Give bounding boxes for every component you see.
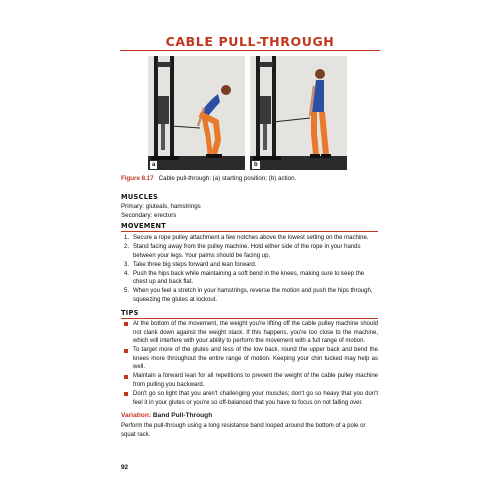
tip-item: At the bottom of the movement, the weight you're lifting off the cable pulley machine should not clank down against the weight stack. If this happens, you're too close to the machine, which will interfere with your ability to perform the movement with a full range of motion. [124, 320, 378, 346]
photo-a-letter: a [152, 162, 156, 168]
tips-list [124, 320, 378, 408]
figure-caption [121, 175, 296, 182]
movement-step: 4. Push the hips back while maintaining a soft bend in the knees, making sure to keep the chest up and back flat. [124, 270, 365, 286]
photo-b-illustration [250, 56, 347, 170]
photo-a-illustration [148, 56, 245, 170]
tip-item: Don't go so light that you aren't challenging your muscles; don't go so heavy that you don't feel it in your glutes or you're so off-balanced that you have to focus on not falling over. [124, 390, 378, 407]
variation-label: Variation: [121, 412, 152, 419]
bullet-icon [124, 322, 128, 326]
variation-heading [121, 412, 212, 419]
photo-action [250, 56, 347, 170]
movement-step: 1. Secure a rope pulley attachment a few notches above the lowest setting on the machine. [124, 235, 369, 241]
movement-rule [121, 231, 378, 232]
title-rule [120, 50, 380, 51]
movement-step: 5. When you feel a stretch in your hamstrings, reverse the motion and push the hips through, squeezing the glutes at lockout. [124, 288, 373, 303]
page-number: 92 [121, 464, 129, 471]
movement-step: 3. Take three big steps forward and lean forward. [124, 261, 257, 268]
photo-b-letter: b [254, 162, 258, 168]
figure-number: Figure 8.17 [121, 175, 154, 182]
movement-step: 2. Stand facing away from the pulley machine. Hold either side of the rope in your hands between your legs. Your palms should be facing up. [124, 243, 361, 259]
bullet-icon [124, 349, 128, 353]
photo-starting-position [148, 56, 245, 170]
variation-name: Band Pull-Through [152, 412, 213, 419]
bullet-icon [124, 375, 128, 379]
variation-text: Perform the pull-through using a long resistance band looped around the bottom of a pole or squat rack. [121, 423, 366, 438]
tips-rule [121, 318, 378, 319]
muscles-heading: MUSCLES [121, 193, 159, 201]
figure-caption-text: Cable pull-through: (a) starting position; (b) action. [158, 175, 297, 182]
tip-item: Maintain a forward lean for all repetitions to prevent the weight of the cable pulley machine from pulling you backward. [124, 372, 378, 389]
muscles-secondary: Secondary: erectors [121, 212, 177, 219]
bullet-icon [124, 392, 128, 396]
muscles-primary: Primary: gluteals, hamstrings [121, 203, 201, 210]
movement-heading: MOVEMENT [121, 222, 167, 230]
tips-heading: TIPS [121, 309, 139, 317]
page-title: CABLE PULL-THROUGH [165, 34, 335, 49]
tip-item: To target more of the glutes and less of the low back, round the upper back and bend the knees more throughout the entire range of motion. Keeping your chin tucked may help as well. [124, 346, 378, 372]
movement-steps [124, 234, 378, 305]
